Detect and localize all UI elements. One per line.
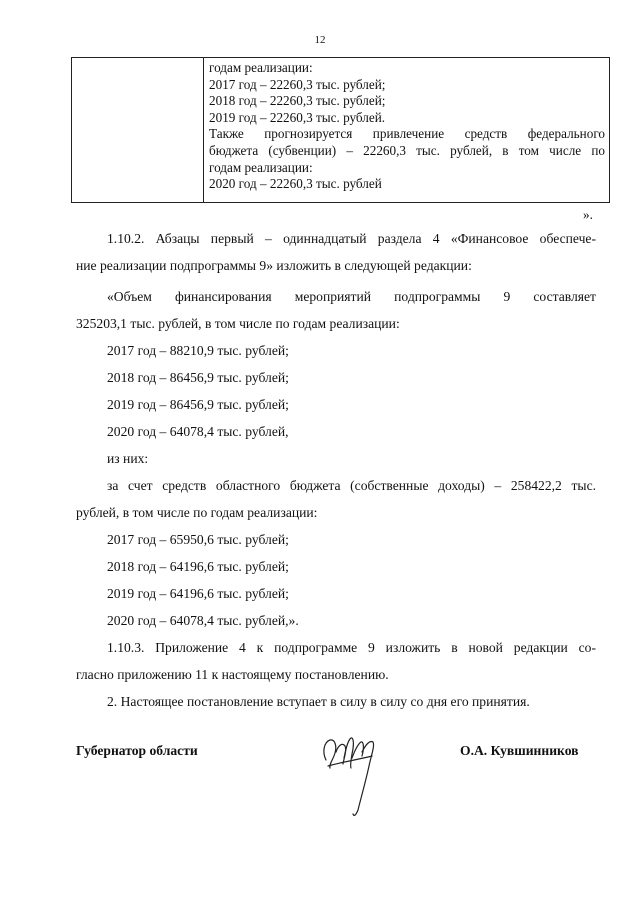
table-line: Также прогнозируется привлечение средств федерального — [209, 126, 605, 142]
year-line: 2018 год – 64196,6 тыс. рублей; — [107, 559, 289, 574]
paragraph-line: рублей, в том числе по годам реализации: — [76, 505, 318, 520]
quote-end: ». — [583, 207, 593, 222]
table-line: 2017 год – 22260,3 тыс. рублей; — [209, 76, 386, 92]
year-line: 2018 год – 86456,9 тыс. рублей; — [107, 370, 289, 385]
year-line: 2020 год – 64078,4 тыс. рублей, — [107, 424, 289, 439]
year-line: 2020 год – 64078,4 тыс. рублей,». — [107, 613, 299, 628]
paragraph-line: «Объем финансирования мероприятий подпрограммы 9 составляет — [107, 289, 596, 304]
signatory-name: О.А. Кувшинников — [460, 743, 579, 758]
paragraph-line: ние реализации подпрограммы 9» изложить в следующей редакции: — [76, 258, 472, 273]
page-number: 12 — [314, 34, 326, 46]
table-line: 2018 год – 22260,3 тыс. рублей; — [209, 93, 386, 109]
paragraph-line: 2. Настоящее постановление вступает в силу в силу со дня его принятия. — [107, 694, 530, 709]
year-line: 2019 год – 86456,9 тыс. рублей; — [107, 397, 289, 412]
table-line: бюджета (субвенции) – 22260,3 тыс. рублей, в том числе по — [209, 142, 605, 158]
table-line: 2020 год – 22260,3 тыс. рублей — [209, 176, 382, 192]
handwritten-signature — [318, 722, 388, 820]
paragraph-line: 1.10.3. Приложение 4 к подпрограмме 9 изложить в новой редакции со- — [107, 640, 596, 655]
paragraph-line: 325203,1 тыс. рублей, в том числе по годам реализации: — [76, 316, 400, 331]
year-line: 2017 год – 88210,9 тыс. рублей; — [107, 343, 289, 358]
table-fragment — [71, 57, 610, 203]
signatory-title: Губернатор области — [76, 743, 198, 758]
document-body — [76, 225, 596, 715]
table-line: 2019 год – 22260,3 тыс. рублей. — [209, 109, 386, 125]
paragraph-line: гласно приложению 11 к настоящему постановлению. — [76, 667, 389, 682]
table-cell-text — [209, 60, 605, 193]
table-divider — [203, 58, 204, 202]
table-line: годам реализации: — [209, 60, 313, 75]
paragraph-line: 1.10.2. Абзацы первый – одиннадцатый раздела 4 «Финансовое обеспече- — [107, 231, 596, 246]
paragraph-line: за счет средств областного бюджета (собственные доходы) – 258422,2 тыс. — [107, 478, 596, 493]
year-line: 2019 год – 64196,6 тыс. рублей; — [107, 586, 289, 601]
table-line: годам реализации: — [209, 159, 313, 175]
paragraph-line: из них: — [107, 451, 149, 466]
year-line: 2017 год – 65950,6 тыс. рублей; — [107, 532, 289, 547]
